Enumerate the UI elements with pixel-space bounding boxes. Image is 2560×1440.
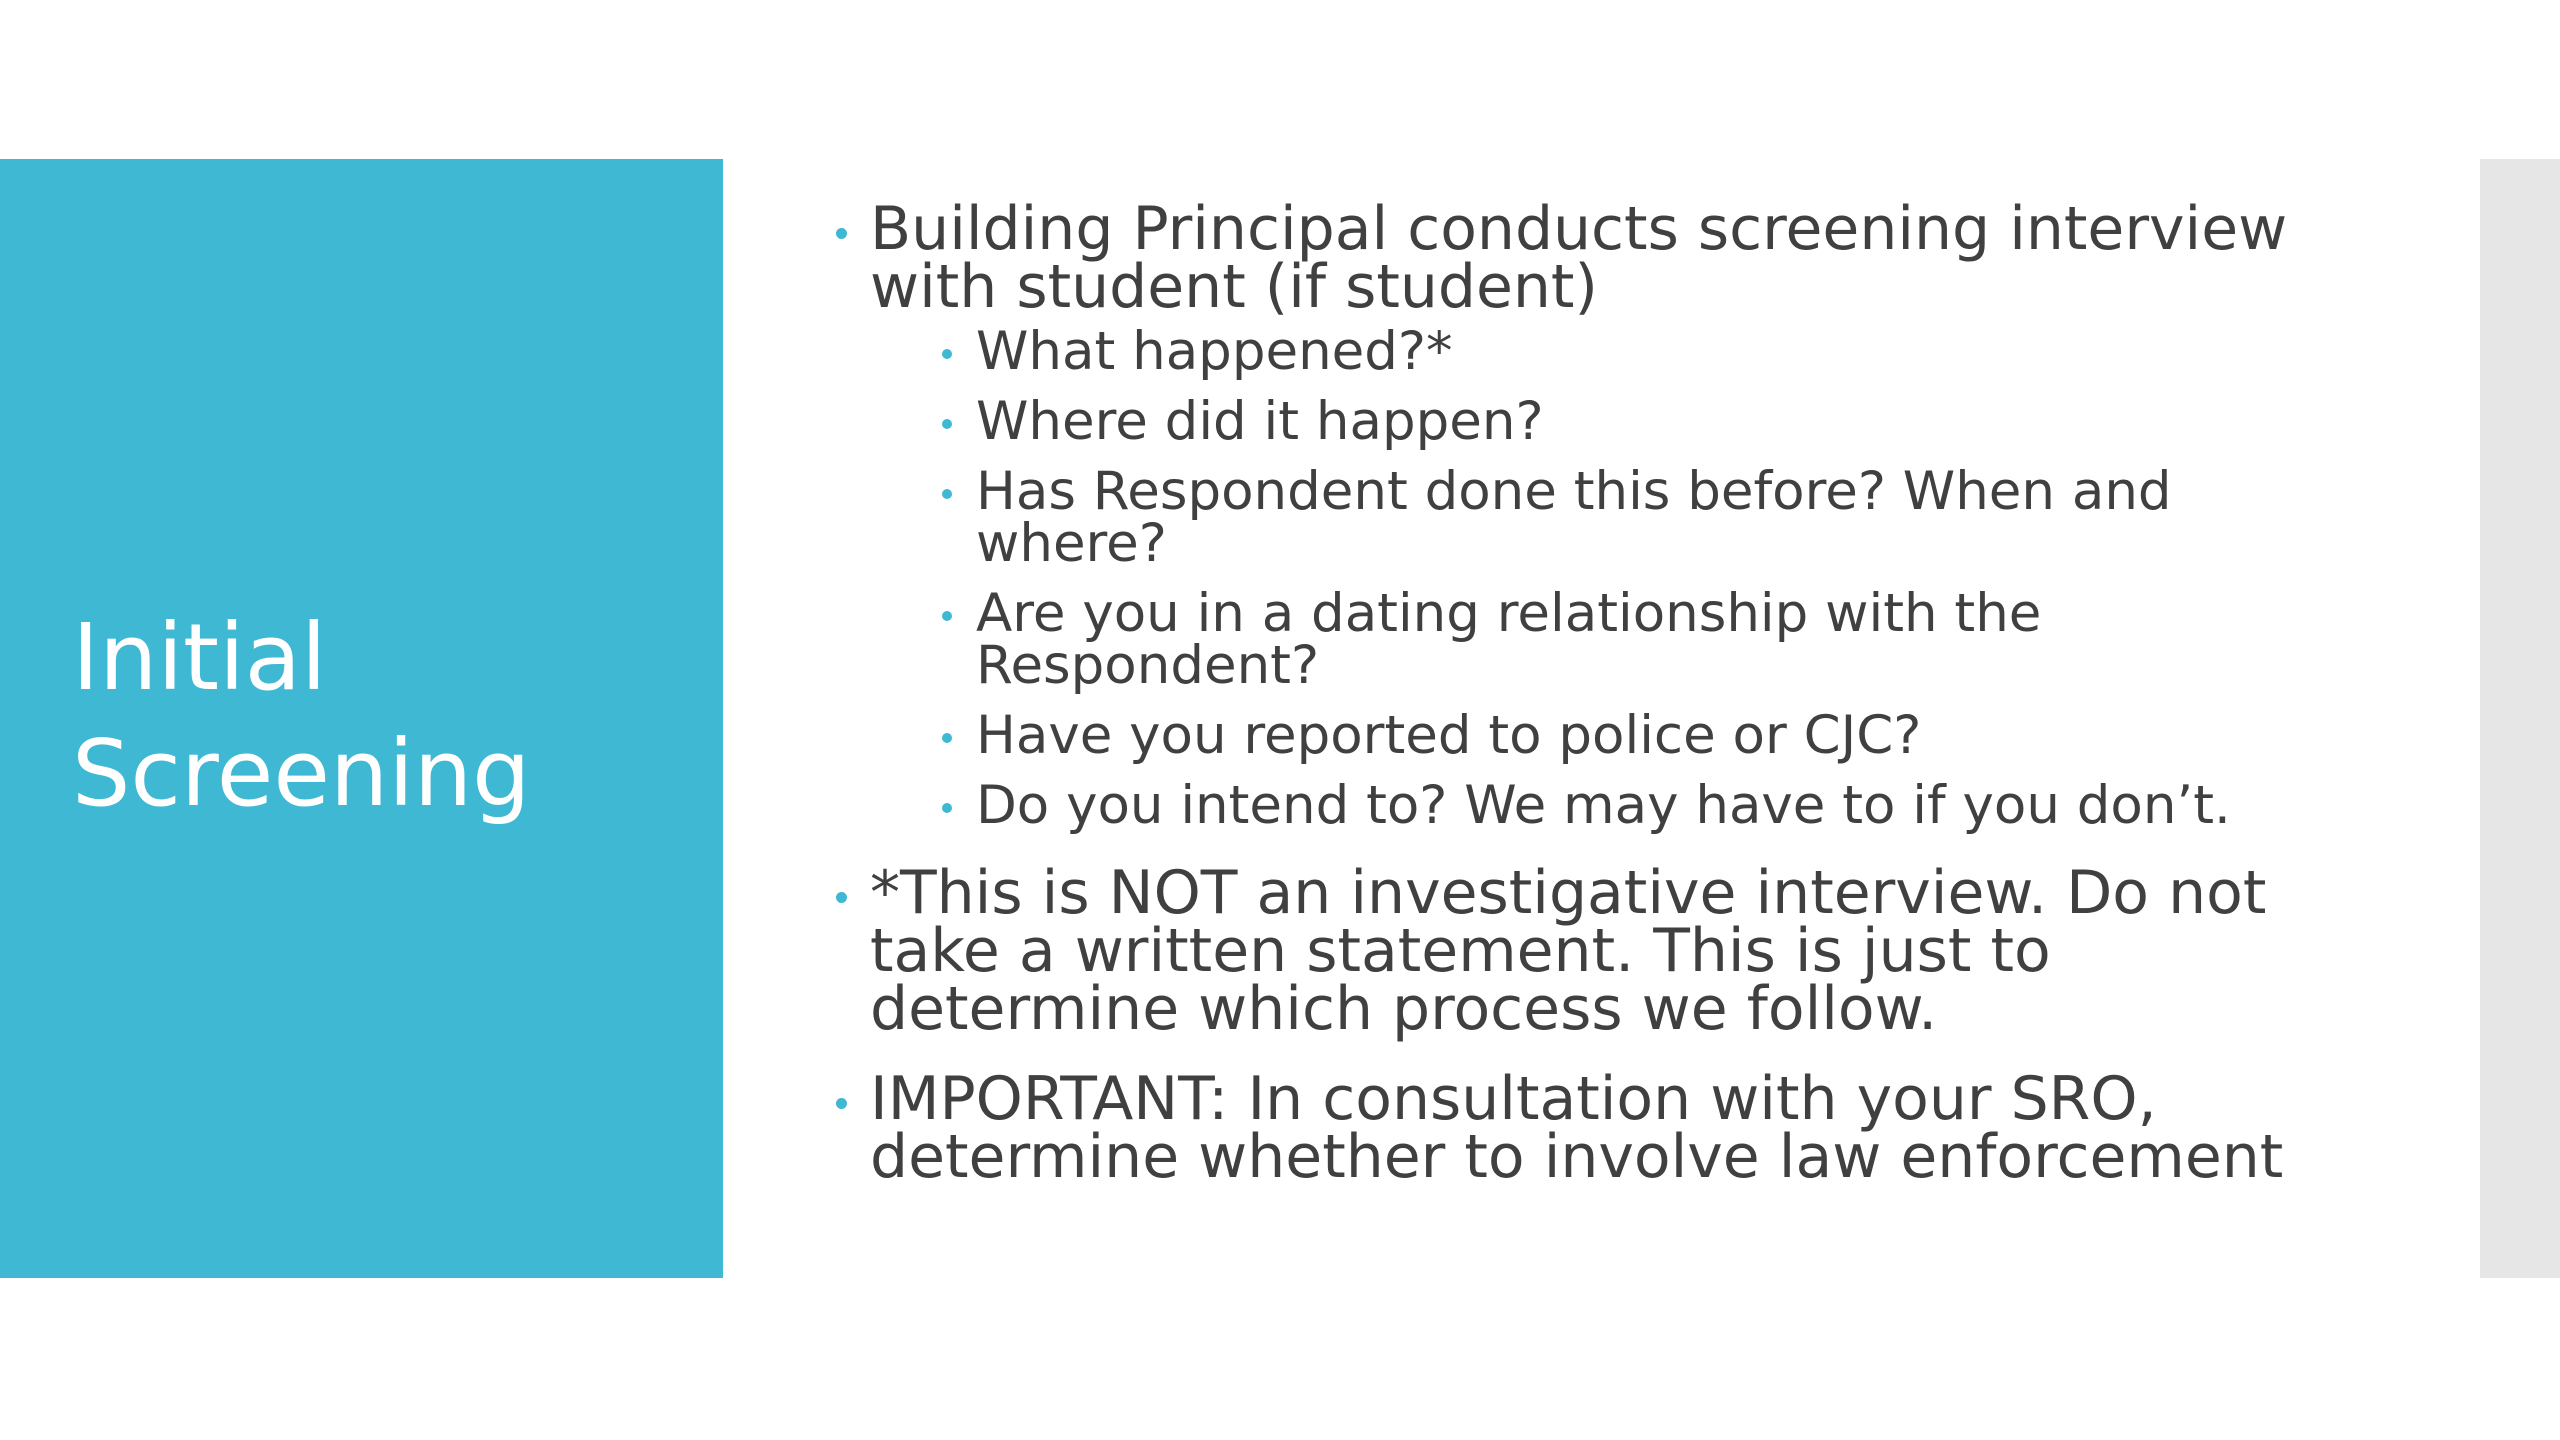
slide-title-line-1: Initial <box>72 604 327 711</box>
sub-bullet-item: Have you reported to police or CJC? <box>936 710 2310 762</box>
bullet-item <box>830 1064 2310 1192</box>
sub-bullet-list <box>936 321 2310 836</box>
sub-bullet-item: Where did it happen? <box>936 396 2310 448</box>
sub-bullet-item: Do you intend to? We may have to if you don’t. <box>936 780 2310 832</box>
sub-bullet-item: Has Respondent done this before? When and where? <box>936 466 2310 570</box>
bullet-item <box>830 858 2310 1044</box>
bullet-text: IMPORTANT: In consultation with your SRO, determine whether to involve law enforcement <box>870 1064 2284 1192</box>
right-decorative-strip <box>2480 159 2560 1278</box>
slide-title-line-2: Screening <box>72 720 531 827</box>
bullet-list <box>830 194 2310 1192</box>
sub-bullet-item: What happened?* <box>936 326 2310 378</box>
bullet-item <box>830 194 2310 836</box>
bullet-text: Building Principal conducts screening interview with student (if student) <box>870 194 2288 322</box>
slide-content <box>830 194 2310 1218</box>
sub-bullet-item: Are you in a dating relationship with the Respondent? <box>936 588 2310 692</box>
slide-title <box>72 600 692 832</box>
bullet-text: *This is NOT an investigative interview. Do not take a written statement. This is just to determine which process we follow. <box>870 858 2267 1044</box>
